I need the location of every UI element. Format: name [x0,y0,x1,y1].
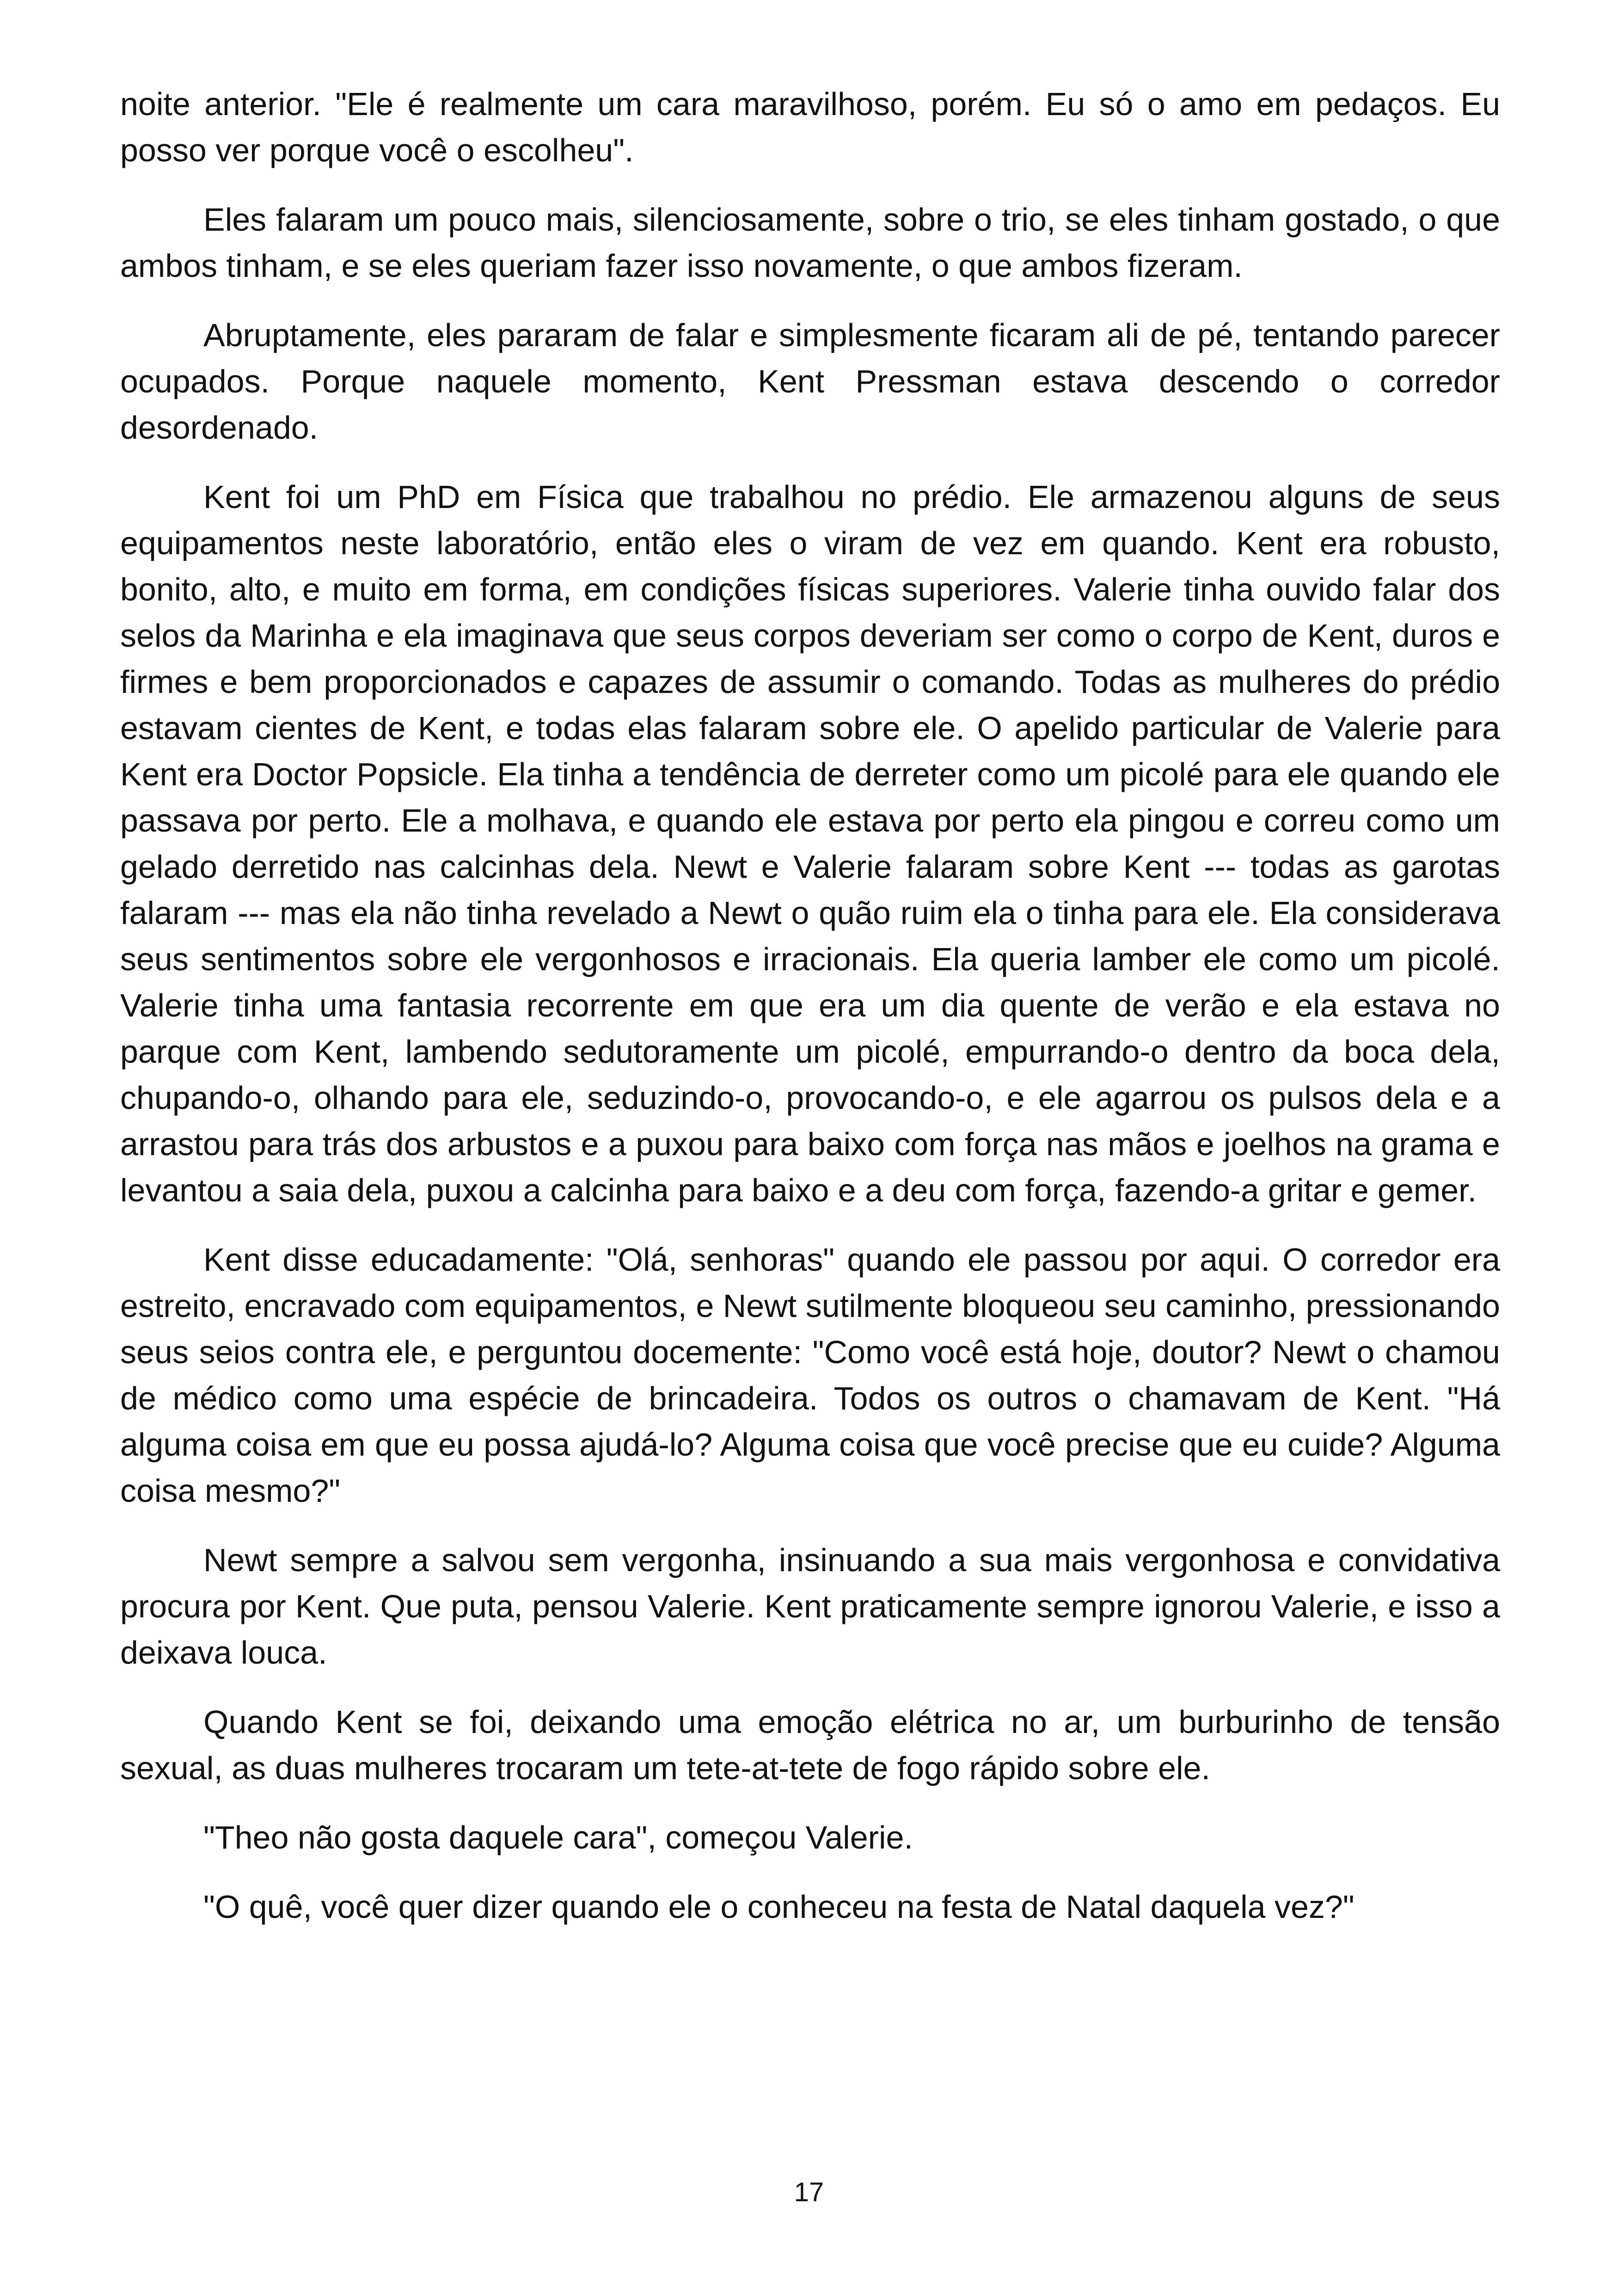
paragraph-5: Kent disse educadamente: "Olá, senhoras" quando ele passou por aqui. O corredor era estreito, encravado com equipamentos, e Newt sutilmente bloqueou seu caminho, pressionando seus seios contra ele, e perguntou docemente: "Como você está hoje, doutor? Newt o chamou de médico como uma espécie de brincadeira. Todos os outros o chamavam de Kent. "Há alguma coisa em que eu possa ajudá-lo? Alguma coisa que você precise que eu cuide? Alguma coisa mesmo?" [120,1242,1500,1509]
body-text [120,81,1500,1953]
paragraph-4: Kent foi um PhD em Física que trabalhou no prédio. Ele armazenou alguns de seus equipamentos neste laboratório, então eles o viram de vez em quando. Kent era robusto, bonito, alto, e muito em forma, em condições físicas superiores. Valerie tinha ouvido falar dos selos da Marinha e ela imaginava que seus corpos deveriam ser como o corpo de Kent, duros e firmes e bem proporcionados e capazes de assumir o comando. Todas as mulheres do prédio estavam cientes de Kent, e todas elas falaram sobre ele. O apelido particular de Valerie para Kent era Doctor Popsicle. Ela tinha a tendência de derreter como um picolé para ele quando ele passava por perto. Ele a molhava, e quando ele estava por perto ela pingou e correu como um gelado derretido nas calcinhas dela. Newt e Valerie falaram sobre Kent --- todas as garotas falaram --- mas ela não tinha revelado a Newt o quão ruim ela o tinha para ele. Ela considerava seus sentimentos sobre ele vergonhosos e irracionais. Ela queria lamber ele como um picolé. Valerie tinha uma fantasia recorrente em que era um dia quente de verão e ela estava no parque com Kent, lambendo sedutoramente um picolé, empurrando-o dentro da boca dela, chupando-o, olhando para ele, seduzindo-o, provocando-o, e ele agarrou os pulsos dela e a arrastou para trás dos arbustos e a puxou para baixo com força nas mãos e joelhos na grama e levantou a saia dela, puxou a calcinha para baixo e a deu com força, fazendo-a gritar e gemer. [120,479,1500,1208]
page-number: 17 [794,2177,824,2207]
paragraph-7: Quando Kent se foi, deixando uma emoção elétrica no ar, um burburinho de tensão sexual, as duas mulheres trocaram um tete-at-tete de fogo rápido sobre ele. [120,1704,1500,1786]
paragraph-6: Newt sempre a salvou sem vergonha, insinuando a sua mais vergonhosa e convidativa procura por Kent. Que puta, pensou Valerie. Kent praticamente sempre ignorou Valerie, e isso a deixava louca. [120,1542,1500,1671]
paragraph-8: "Theo não gosta daquele cara", começou Valerie. [203,1819,913,1855]
paragraph-9: "O quê, você quer dizer quando ele o conheceu na festa de Natal daquela vez?" [203,1889,1354,1925]
paragraph-2: Eles falaram um pouco mais, silenciosamente, sobre o trio, se eles tinham gostado, o que ambos tinham, e se eles queriam fazer isso novamente, o que ambos fizeram. [120,202,1500,284]
paragraph-1: noite anterior. "Ele é realmente um cara maravilhoso, porém. Eu só o amo em pedaços. Eu posso ver porque você o escolheu". [120,86,1500,168]
paragraph-3: Abruptamente, eles pararam de falar e simplesmente ficaram ali de pé, tentando parecer ocupados. Porque naquele momento, Kent Pressman estava descendo o corredor desordenado. [120,317,1500,446]
